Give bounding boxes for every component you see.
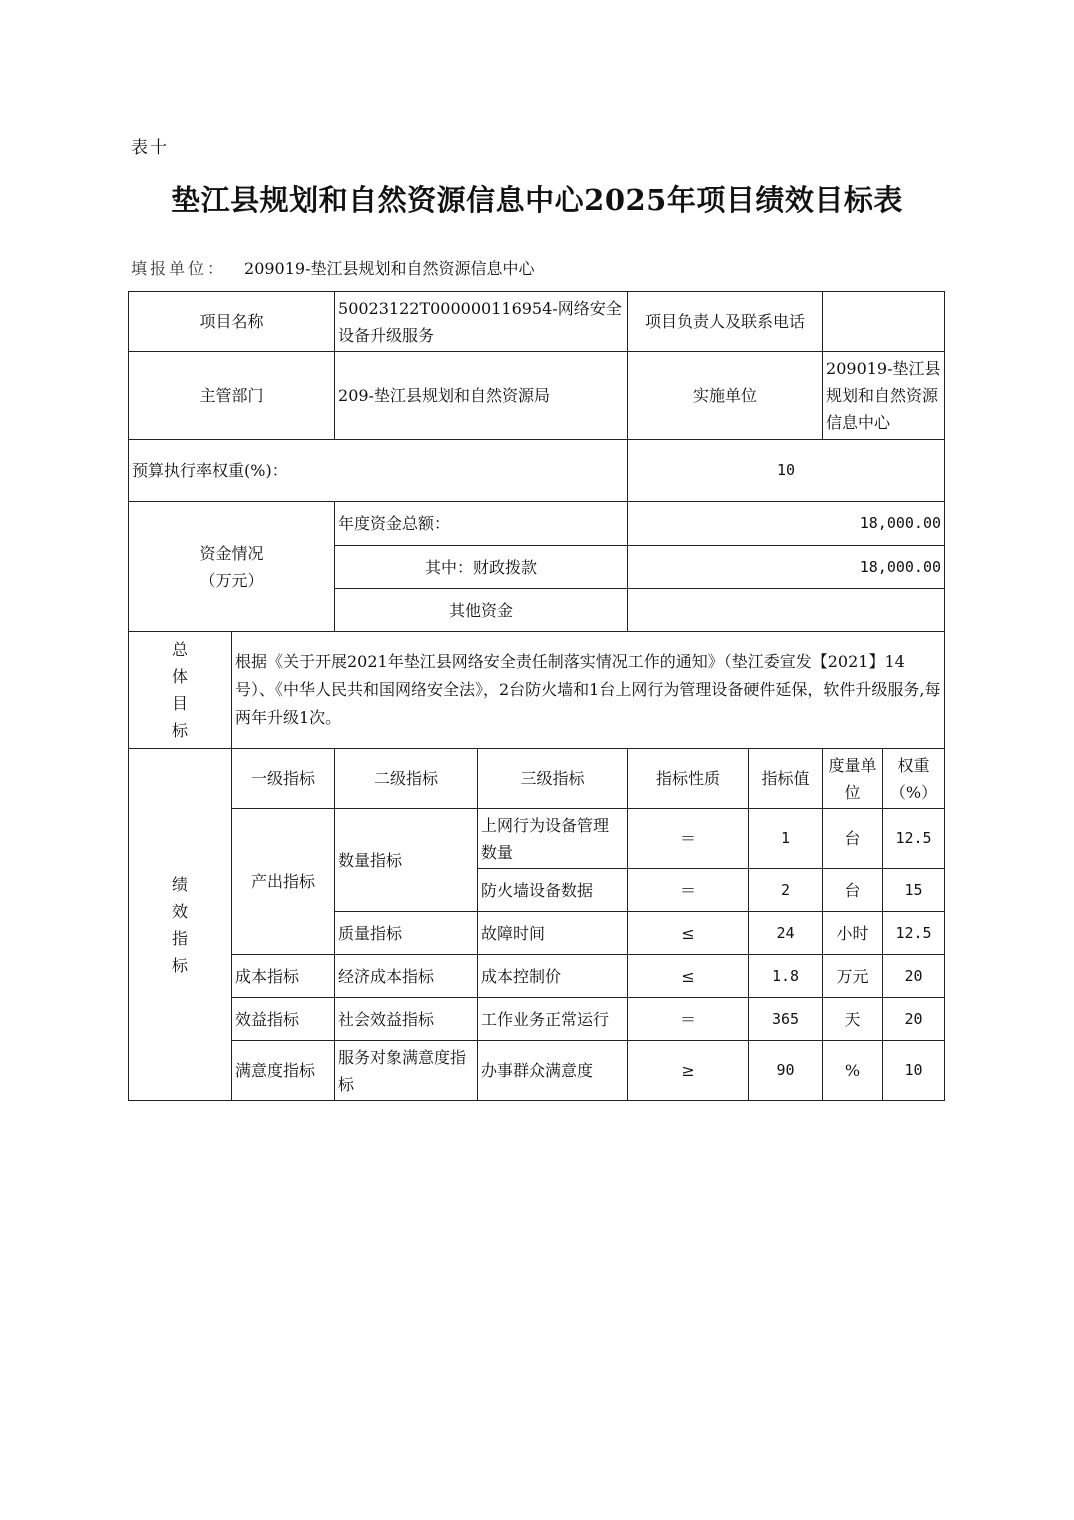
weight-cell: 20 bbox=[883, 998, 945, 1041]
unit-cell: % bbox=[823, 1041, 883, 1101]
nature-cell: ≤ bbox=[628, 912, 749, 955]
budget-weight-value: 10 bbox=[628, 440, 945, 502]
row-project-name bbox=[129, 292, 945, 352]
header-level1: 一级指标 bbox=[232, 749, 335, 809]
project-name-value: 50023122T000000116954-网络安全设备升级服务 bbox=[335, 292, 628, 352]
level3-cell: 防火墙设备数据 bbox=[478, 869, 628, 912]
nature-cell: ＝ bbox=[628, 809, 749, 869]
header-level3: 三级指标 bbox=[478, 749, 628, 809]
funds-label-line1: 资金情况 bbox=[199, 543, 264, 563]
level2-cell: 经济成本指标 bbox=[335, 955, 478, 998]
funds-fiscal-value: 18,000.00 bbox=[628, 546, 945, 589]
performance-indicators-char: 效 bbox=[171, 901, 188, 921]
level1-cell: 效益指标 bbox=[232, 998, 335, 1041]
overall-goal-text: 根据《关于开展2021年垫江县网络安全责任制落实情况工作的通知》（垫江委宣发【2021】14号）、《中华人民共和国网络安全法》，2台防火墙和1台上网行为管理设备硬件延保，软件升级服务,每两年升级1次。 bbox=[232, 632, 945, 749]
nature-cell: ≥ bbox=[628, 1041, 749, 1101]
table-row bbox=[129, 1041, 945, 1101]
level3-cell: 上网行为设备管理数量 bbox=[478, 809, 628, 869]
document-title: 垫江县规划和自然资源信息中心2025年项目绩效目标表 bbox=[171, 183, 903, 217]
filling-unit-value: 209019-垫江县规划和自然资源信息中心 bbox=[244, 259, 535, 278]
overall-goal-char: 标 bbox=[171, 721, 188, 740]
level2-cell: 社会效益指标 bbox=[335, 998, 478, 1041]
header-value: 指标值 bbox=[749, 749, 823, 809]
performance-target-table bbox=[128, 291, 945, 1101]
implementing-unit-value: 209019-垫江县规划和自然资源信息中心 bbox=[823, 352, 945, 440]
header-unit: 度量单位 bbox=[823, 749, 883, 809]
row-overall-goal bbox=[129, 632, 945, 749]
weight-cell: 12.5 bbox=[883, 809, 945, 869]
overall-goal-char: 总 bbox=[171, 640, 188, 659]
header-weight: 权重（%） bbox=[883, 749, 945, 809]
budget-weight-label: 预算执行率权重(%)： bbox=[129, 440, 628, 502]
unit-cell: 万元 bbox=[823, 955, 883, 998]
unit-cell: 台 bbox=[823, 809, 883, 869]
funds-other-value bbox=[628, 589, 945, 632]
level3-cell: 工作业务正常运行 bbox=[478, 998, 628, 1041]
funds-total-label: 年度资金总额： bbox=[335, 502, 628, 546]
department-label: 主管部门 bbox=[129, 352, 335, 440]
contact-label: 项目负责人及联系电话 bbox=[628, 292, 823, 352]
performance-indicators-char: 指 bbox=[171, 928, 188, 948]
level1-cell: 满意度指标 bbox=[232, 1041, 335, 1101]
table-row bbox=[129, 809, 945, 869]
nature-cell: ＝ bbox=[628, 998, 749, 1041]
value-cell: 365 bbox=[749, 998, 823, 1041]
funds-fiscal-label: 其中：财政拨款 bbox=[335, 546, 628, 589]
value-cell: 24 bbox=[749, 912, 823, 955]
weight-cell: 15 bbox=[883, 869, 945, 912]
filling-unit-label: 填报单位： bbox=[131, 259, 227, 278]
value-cell: 90 bbox=[749, 1041, 823, 1101]
performance-indicators-char: 绩 bbox=[171, 874, 188, 894]
overall-goal-label bbox=[129, 632, 232, 749]
table-row bbox=[129, 955, 945, 998]
header-level2: 二级指标 bbox=[335, 749, 478, 809]
unit-cell: 天 bbox=[823, 998, 883, 1041]
funds-label bbox=[129, 502, 335, 632]
level1-cell: 成本指标 bbox=[232, 955, 335, 998]
department-value: 209-垫江县规划和自然资源局 bbox=[335, 352, 628, 440]
nature-cell: ＝ bbox=[628, 869, 749, 912]
level3-cell: 办事群众满意度 bbox=[478, 1041, 628, 1101]
row-indicator-header bbox=[129, 749, 945, 809]
quality-indicator-label: 质量指标 bbox=[335, 912, 478, 955]
unit-cell: 小时 bbox=[823, 912, 883, 955]
overall-goal-char: 目 bbox=[171, 694, 188, 713]
value-cell: 1.8 bbox=[749, 955, 823, 998]
row-funds-total bbox=[129, 502, 945, 546]
performance-indicators-char: 标 bbox=[171, 955, 188, 975]
level2-cell: 服务对象满意度指标 bbox=[335, 1041, 478, 1101]
quantity-indicator-label: 数量指标 bbox=[335, 809, 478, 912]
implementing-unit-label: 实施单位 bbox=[628, 352, 823, 440]
nature-cell: ≤ bbox=[628, 955, 749, 998]
unit-cell: 台 bbox=[823, 869, 883, 912]
weight-cell: 10 bbox=[883, 1041, 945, 1101]
level3-cell: 成本控制价 bbox=[478, 955, 628, 998]
weight-cell: 20 bbox=[883, 955, 945, 998]
funds-total-value: 18,000.00 bbox=[628, 502, 945, 546]
funds-label-line2: （万元） bbox=[199, 570, 264, 590]
value-cell: 1 bbox=[749, 809, 823, 869]
row-department bbox=[129, 352, 945, 440]
weight-cell: 12.5 bbox=[883, 912, 945, 955]
project-name-label: 项目名称 bbox=[129, 292, 335, 352]
table-label: 表十 bbox=[131, 138, 169, 158]
funds-other-label: 其他资金 bbox=[335, 589, 628, 632]
performance-indicators-label bbox=[129, 749, 232, 1101]
header-nature: 指标性质 bbox=[628, 749, 749, 809]
table-row bbox=[129, 998, 945, 1041]
value-cell: 2 bbox=[749, 869, 823, 912]
filling-unit bbox=[131, 256, 535, 279]
level3-cell: 故障时间 bbox=[478, 912, 628, 955]
contact-value bbox=[823, 292, 945, 352]
row-budget-weight bbox=[129, 440, 945, 502]
output-indicator-label: 产出指标 bbox=[232, 809, 335, 955]
overall-goal-char: 体 bbox=[171, 667, 188, 686]
